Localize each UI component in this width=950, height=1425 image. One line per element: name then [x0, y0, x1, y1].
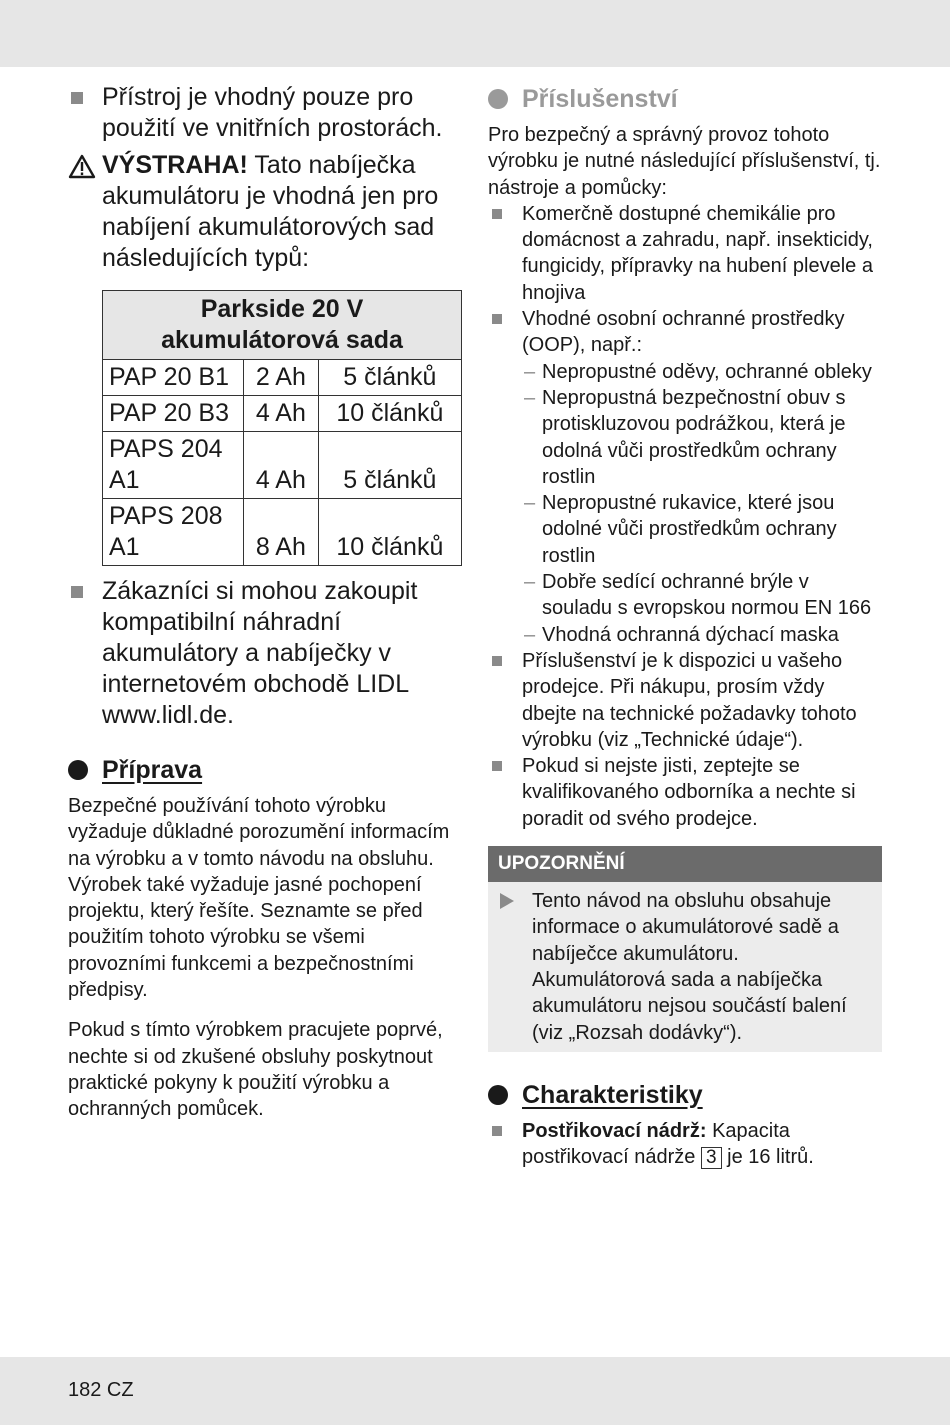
notice-box [488, 846, 882, 1052]
circle-bullet-icon [488, 1085, 508, 1105]
table-row [103, 396, 462, 432]
list-item [488, 306, 882, 359]
table-cell-model: PAP 20 B1 [103, 360, 244, 396]
battery-table [102, 290, 462, 566]
table-cell-capacity: 4 Ah [244, 432, 319, 499]
table-cell-capacity: 8 Ah [244, 499, 319, 566]
dash-bullet-icon: – [524, 571, 536, 594]
notice-body [488, 882, 882, 1052]
sub-item-text: Vhodná ochranná dýchací maska [542, 623, 839, 646]
section-heading-charakteristiky [488, 1078, 882, 1112]
warning-triangle-icon [68, 154, 96, 179]
paragraph: Pro bezpečný a správný provoz tohoto výrobku je nutné následující příslušenství, tj. nástroje a pomůcky: [488, 124, 881, 199]
header-band [0, 0, 950, 67]
square-bullet-icon [492, 656, 502, 666]
bullet-text: Komerčně dostupné chemikálie pro domácnost a zahradu, např. insekticidy, fungicidy, přípravky na hubení plevele a hnojiva [522, 202, 873, 304]
square-bullet-icon [492, 314, 502, 324]
sub-item-text: Dobře sedící ochranné brýle v souladu s evropskou normou EN 166 [542, 571, 872, 620]
list-item [68, 576, 464, 731]
bullet-text: Příslušenství je k dispozici u vašeho prodejce. Při nákupu, prosím vždy dbejte na technické požadavky tohoto výrobku (viz „Technické údaje“). [522, 649, 857, 751]
bullet-text: Zákazníci si mohou zakoupit kompatibilní náhradní akumulátory a nabíječky v internetovém obchodě LIDL www.lidl.de. [102, 577, 418, 729]
part-number-ref: 3 [701, 1147, 722, 1169]
table-cell-capacity: 2 Ah [244, 360, 319, 396]
list-item [488, 753, 882, 832]
square-bullet-icon [492, 209, 502, 219]
list-item [68, 82, 464, 144]
sub-list-item [488, 385, 882, 490]
table-cell-cells: 10 článků [318, 499, 461, 566]
warning-text: Tato nabíječka akumulátoru je vhodná jen pro nabíjení akumulátorových sad následujících typů: [102, 151, 439, 272]
page-number: 182 CZ [68, 1379, 134, 1401]
footer-band [0, 1357, 950, 1425]
bullet-text: Přístroj je vhodný pouze pro použití ve vnitřních prostorách. [102, 83, 443, 142]
sub-list-item [488, 359, 882, 385]
square-bullet-icon [492, 1126, 502, 1136]
table-cell-model: PAPS 208 A1 [103, 499, 244, 566]
spec-label: Postřikovací nádrž: [522, 1119, 707, 1142]
circle-bullet-icon [68, 760, 88, 780]
warning-label: VÝSTRAHA! [102, 151, 248, 179]
square-bullet-icon [492, 761, 502, 771]
sub-list-item [488, 622, 882, 648]
heading-text: Příprava [102, 756, 203, 784]
right-column [488, 82, 882, 1170]
section-heading-prislusenstvi [488, 82, 882, 116]
left-column [68, 82, 464, 1137]
table-cell-cells: 10 článků [318, 396, 461, 432]
table-cell-model: PAPS 204 A1 [103, 432, 244, 499]
spec-text: Kapacita postřikovací nádrže [522, 1119, 790, 1169]
notice-text: Tento návod na obsluhu obsahuje informace o akumulátorové sadě a nabíječce akumulátoru. Akumulátorová sada a nabíječka akumulátoru nejsou součástí balení (viz „Rozsah dodávky“). [532, 890, 847, 1044]
sub-item-text: Nepropustné rukavice, které jsou odolné vůči prostředkům ochrany rostlin [542, 492, 837, 567]
list-item [488, 201, 882, 306]
table-row [103, 360, 462, 396]
dash-bullet-icon: – [524, 623, 536, 646]
bullet-text: Vhodné osobní ochranné prostředky (OOP), např.: [522, 308, 845, 357]
square-bullet-icon [71, 586, 83, 598]
square-bullet-icon [71, 92, 83, 104]
table-row [103, 499, 462, 566]
sub-list-item [488, 490, 882, 569]
table-cell-capacity: 4 Ah [244, 396, 319, 432]
warning-item [68, 150, 464, 274]
bullet-text: Pokud si nejste jisti, zeptejte se kvalifikovaného odborníka a nechte si poradit od svého prodejce. [522, 755, 856, 830]
list-item [488, 648, 882, 753]
triangle-arrow-icon [500, 893, 514, 909]
heading-text: Charakteristiky [522, 1080, 703, 1109]
dash-bullet-icon: – [524, 360, 536, 383]
list-item [488, 1118, 882, 1171]
table-cell-model: PAP 20 B3 [103, 396, 244, 432]
sub-item-text: Nepropustné oděvy, ochranné obleky [542, 360, 872, 383]
table-row [103, 432, 462, 499]
notice-title: UPOZORNĚNÍ [488, 846, 882, 882]
table-header: Parkside 20 V akumulátorová sada [103, 291, 462, 360]
dash-bullet-icon: – [524, 386, 536, 409]
sub-list-item [488, 569, 882, 622]
paragraph: Bezpečné používání tohoto výrobku vyžaduje důkladné porozumění informacím na výrobku a v tomto návodu na obsluhu. Výrobek také vyžaduje jasné pochopení projektu, který řešíte. Seznamte se před použitím tohoto výrobku se všemi provozními funkcemi a bezpečnostními předpisy. [68, 795, 450, 1002]
paragraph: Pokud s tímto výrobkem pracujete poprvé, nechte si od zkušené obsluhy poskytnout praktické pokyny k použití výrobku a ochranných pomůcek. [68, 1019, 443, 1121]
sub-item-text: Nepropustná bezpečnostní obuv s protiskluzovou podrážkou, která je odolná vůči prostředkům ochrany rostlin [542, 386, 846, 488]
table-cell-cells: 5 článků [318, 360, 461, 396]
dash-bullet-icon: – [524, 492, 536, 515]
circle-bullet-icon [488, 89, 508, 109]
spec-text-end: je 16 litrů. [721, 1146, 814, 1169]
table-cell-cells: 5 článků [318, 432, 461, 499]
heading-text: Příslušenství [522, 85, 678, 113]
section-heading-priprava [68, 753, 464, 787]
